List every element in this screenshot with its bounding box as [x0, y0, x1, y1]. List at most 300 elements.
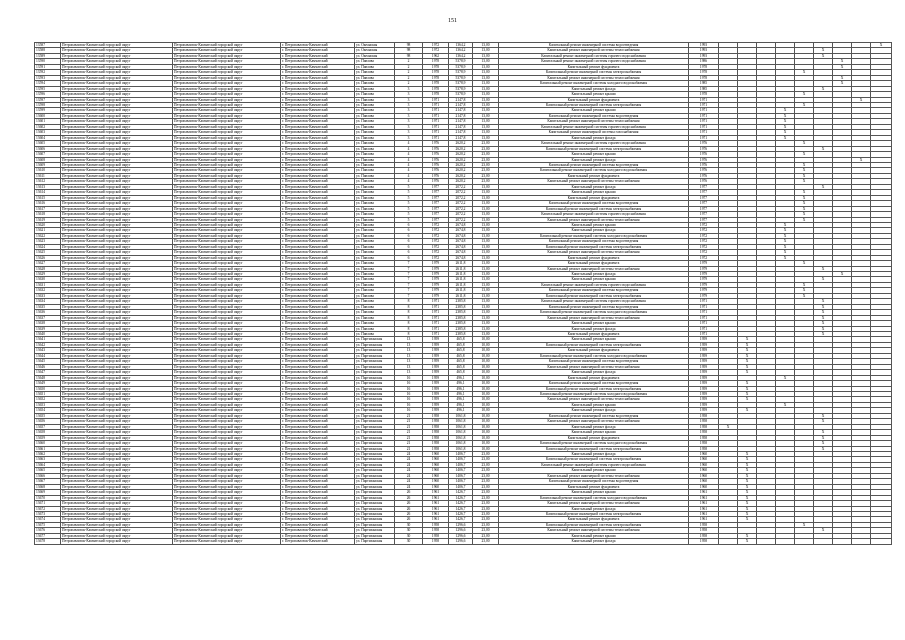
cell-year: 1959 [423, 337, 449, 342]
cell-city: г. Петропавловск-Камчатский [281, 304, 355, 309]
cell-work: Капитальный ремонт инженерной системы электроснабжения [499, 146, 689, 151]
cell-sett: Петропавловск-Камчатский городской округ [173, 511, 281, 516]
cell-mun: Петропавловск-Камчатский городской округ [61, 397, 173, 402]
cell-area: 1061,8 [449, 424, 473, 429]
cell-area: 1406,7 [449, 457, 473, 462]
cell-work: Капитальный ремонт фундамента [499, 332, 689, 337]
cell-pyear: 1971 [689, 119, 719, 124]
cell-city: г. Петропавловск-Камчатский [281, 250, 355, 255]
cell-pyear: 1959 [689, 392, 719, 397]
cell-city: г. Петропавловск-Камчатский [281, 146, 355, 151]
cell-year: 1972 [423, 250, 449, 255]
cell-ftype: 23,00 [473, 479, 499, 484]
cell-mun: Петропавловск-Камчатский городской округ [61, 206, 173, 211]
cell-id: 13651 [35, 392, 61, 397]
cell-city: г. Петропавловск-Камчатский [281, 408, 355, 413]
cell-mun: Петропавловск-Камчатский городской округ [61, 528, 173, 533]
cell-city: г. Петропавловск-Камчатский [281, 392, 355, 397]
cell-sett: Петропавловск-Камчатский городской округ [173, 342, 281, 347]
mark-cell: X [814, 321, 833, 326]
cell-work: Капитальный ремонт инженерной системы горячего водоснабжения [499, 282, 689, 287]
cell-house: 8 [395, 310, 423, 315]
cell-id: 13661 [35, 446, 61, 451]
cell-year: 1960 [423, 451, 449, 456]
cell-pyear: 1978 [689, 70, 719, 75]
cell-city: г. Петропавловск-Камчатский [281, 479, 355, 484]
cell-street: ул. Партизанская [355, 342, 395, 347]
cell-house: 2 [395, 81, 423, 86]
cell-work: Капитальный ремонт инженерной системы теплоснабжения [499, 397, 689, 402]
cell-id: 13654 [35, 408, 61, 413]
mark-cell: X [814, 310, 833, 315]
cell-pyear: 1971 [689, 135, 719, 140]
cell-pyear: 1977 [689, 190, 719, 195]
cell-ftype: 23,00 [473, 484, 499, 489]
cell-work: Капитальный ремонт инженерной системы электроснабжения [499, 70, 689, 75]
cell-pyear: 1961 [689, 490, 719, 495]
cell-city: г. Петропавловск-Камчатский [281, 288, 355, 293]
cell-year: 1972 [423, 233, 449, 238]
cell-area: 2385,8 [449, 332, 473, 337]
cell-pyear: 1971 [689, 310, 719, 315]
cell-id: 13665 [35, 468, 61, 473]
cell-id: 13606 [35, 146, 61, 151]
cell-ftype: 10,00 [473, 353, 499, 358]
cell-id: 13639 [35, 326, 61, 331]
cell-id: 13635 [35, 304, 61, 309]
cell-mun: Петропавловск-Камчатский городской округ [61, 321, 173, 326]
cell-city: г. Петропавловск-Камчатский [281, 266, 355, 271]
cell-year: 1972 [423, 255, 449, 260]
cell-area: 1406,7 [449, 484, 473, 489]
cell-sett: Петропавловск-Камчатский городской округ [173, 217, 281, 222]
cell-work: Капитальный ремонт инженерной системы водоотведения [499, 288, 689, 293]
cell-pyear: 1972 [689, 250, 719, 255]
mark-cell: X [738, 392, 757, 397]
cell-year: 1971 [423, 97, 449, 102]
cell-work: Капитальный ремонт инженерной системы холодного водоснабжения [499, 81, 689, 86]
mark-cell: X [795, 92, 814, 97]
cell-mun: Петропавловск-Камчатский городской округ [61, 190, 173, 195]
cell-street: ул. Павлова [355, 321, 395, 326]
cell-work: Капитальный ремонт инженерной системы теплоснабжения [499, 528, 689, 533]
cell-house: 2 [395, 70, 423, 75]
cell-area: 1406,7 [449, 468, 473, 473]
cell-work: Капитальный ремонт инженерной системы горячего водоснабжения [499, 53, 689, 58]
cell-city: г. Петропавловск-Камчатский [281, 217, 355, 222]
cell-id: 13674 [35, 517, 61, 522]
cell-mun: Петропавловск-Камчатский городской округ [61, 348, 173, 353]
cell-id: 13613 [35, 184, 61, 189]
cell-id: 13593 [35, 75, 61, 80]
cell-area: 2147,8 [449, 130, 473, 135]
cell-mun: Петропавловск-Камчатский городской округ [61, 228, 173, 233]
cell-id: 13633 [35, 293, 61, 298]
cell-year: 1962 [423, 53, 449, 58]
cell-id: 13659 [35, 435, 61, 440]
cell-area: 2072,2 [449, 190, 473, 195]
cell-ftype: 13,00 [473, 102, 499, 107]
cell-area: 465,8 [449, 364, 473, 369]
cell-pyear: 1971 [689, 315, 719, 320]
cell-work: Капитальный ремонт крыши [499, 92, 689, 97]
cell-house: 98 [395, 48, 423, 53]
cell-mun: Петропавловск-Камчатский городской округ [61, 293, 173, 298]
cell-pyear: 1958 [689, 441, 719, 446]
cell-pyear: 1979 [689, 272, 719, 277]
cell-pyear: 1960 [689, 451, 719, 456]
cell-area: 2620,2 [449, 141, 473, 146]
cell-area: 1406,7 [449, 462, 473, 467]
cell-id: 13632 [35, 288, 61, 293]
cell-mun: Петропавловск-Камчатский городской округ [61, 201, 173, 206]
cell-sett: Петропавловск-Камчатский городской округ [173, 48, 281, 53]
cell-pyear: 1971 [689, 97, 719, 102]
cell-id: 13611 [35, 173, 61, 178]
cell-work: Капитальный ремонт инженерной системы холодного водоснабжения [499, 353, 689, 358]
cell-house: 8 [395, 304, 423, 309]
cell-house: 98 [395, 43, 423, 48]
cell-city: г. Петропавловск-Камчатский [281, 157, 355, 162]
cell-ftype: 13,00 [473, 130, 499, 135]
cell-house: 26 [395, 511, 423, 516]
mark-cell: X [776, 108, 795, 113]
cell-house: 8 [395, 326, 423, 331]
cell-mun: Петропавловск-Камчатский городской округ [61, 288, 173, 293]
cell-house: 16 [395, 386, 423, 391]
cell-year: 1960 [423, 479, 449, 484]
cell-sett: Петропавловск-Камчатский городской округ [173, 201, 281, 206]
cell-id: 13641 [35, 337, 61, 342]
cell-house: 21 [395, 413, 423, 418]
cell-house: 30 [395, 528, 423, 533]
cell-id: 13588 [35, 48, 61, 53]
mark-cell: X [795, 102, 814, 107]
mark-cell: X [738, 511, 757, 516]
cell-city: г. Петропавловск-Камчатский [281, 152, 355, 157]
cell-year: 1971 [423, 130, 449, 135]
cell-year: 1972 [423, 43, 449, 48]
cell-sett: Петропавловск-Камчатский городской округ [173, 141, 281, 146]
cell-pyear: 1971 [689, 113, 719, 118]
cell-city: г. Петропавловск-Камчатский [281, 386, 355, 391]
cell-house: 3 [395, 130, 423, 135]
cell-mun: Петропавловск-Камчатский городской округ [61, 381, 173, 386]
cell-year: 1976 [423, 168, 449, 173]
cell-city: г. Петропавловск-Камчатский [281, 255, 355, 260]
cell-mun: Петропавловск-Камчатский городской округ [61, 522, 173, 527]
cell-street: ул. Партизанская [355, 446, 395, 451]
cell-pyear: 1985 [689, 86, 719, 91]
cell-house: 26 [395, 490, 423, 495]
cell-sett: Петропавловск-Камчатский городской округ [173, 539, 281, 544]
cell-house: 16 [395, 375, 423, 380]
cell-sett: Петропавловск-Камчатский городской округ [173, 435, 281, 440]
cell-year: 1959 [423, 370, 449, 375]
cell-work: Капитальный ремонт инженерной системы электроснабжения [499, 244, 689, 249]
cell-id: 13656 [35, 419, 61, 424]
mark-cell: X [795, 522, 814, 527]
cell-ftype: 13,00 [473, 113, 499, 118]
cell-house: 26 [395, 506, 423, 511]
cell-sett: Петропавловск-Камчатский городской округ [173, 266, 281, 271]
cell-work: Капитальный ремонт крыши [499, 321, 689, 326]
cell-mun: Петропавловск-Камчатский городской округ [61, 130, 173, 135]
cell-street: ул. Павлова [355, 299, 395, 304]
cell-year: 1961 [423, 501, 449, 506]
cell-area: 1364,2 [449, 43, 473, 48]
cell-year: 1958 [423, 413, 449, 418]
cell-city: г. Петропавловск-Камчатский [281, 446, 355, 451]
cell-street: ул. Океанская [355, 48, 395, 53]
cell-ftype: 10,00 [473, 430, 499, 435]
cell-ftype: 10,00 [473, 342, 499, 347]
cell-ftype: 13,00 [473, 299, 499, 304]
cell-area: 2147,8 [449, 119, 473, 124]
cell-year: 1971 [423, 124, 449, 129]
cell-sett: Петропавловск-Камчатский городской округ [173, 484, 281, 489]
cell-work: Капитальный ремонт инженерной системы холодного водоснабжения [499, 233, 689, 238]
mark-cell: X [776, 239, 795, 244]
mark-cell: X [776, 130, 795, 135]
cell-area: 496,1 [449, 375, 473, 380]
cell-year: 1959 [423, 397, 449, 402]
cell-street: ул. Павлова [355, 157, 395, 162]
cell-area: 465,8 [449, 342, 473, 347]
cell-ftype: 13,00 [473, 217, 499, 222]
cell-year: 1972 [423, 48, 449, 53]
cell-ftype: 13,00 [473, 315, 499, 320]
cell-street: ул. Павлова [355, 217, 395, 222]
cell-city: г. Петропавловск-Камчатский [281, 130, 355, 135]
cell-work: Капитальный ремонт инженерной системы водоотведения [499, 381, 689, 386]
cell-house: 3 [395, 108, 423, 113]
mark-cell: X [738, 451, 757, 456]
cell-city: г. Петропавловск-Камчатский [281, 413, 355, 418]
cell-mun: Петропавловск-Камчатский городской округ [61, 402, 173, 407]
cell-work: Капитальный ремонт фундамента [499, 348, 689, 353]
cell-year: 1961 [423, 490, 449, 495]
cell-area: 2385,8 [449, 304, 473, 309]
cell-pyear: 1977 [689, 201, 719, 206]
mark-cell: X [738, 353, 757, 358]
cell-pyear: 1958 [689, 435, 719, 440]
cell-pyear: 1960 [689, 462, 719, 467]
cell-year: 1976 [423, 146, 449, 151]
cell-year: 1959 [423, 386, 449, 391]
cell-pyear: 1959 [689, 348, 719, 353]
mark-cell: X [795, 217, 814, 222]
cell-mun: Петропавловск-Камчатский городской округ [61, 457, 173, 462]
cell-year: 1958 [423, 430, 449, 435]
cell-mun: Петропавловск-Камчатский городской округ [61, 53, 173, 58]
cell-street: ул. Павлова [355, 293, 395, 298]
cell-ftype: 13,00 [473, 119, 499, 124]
cell-sett: Петропавловск-Камчатский городской округ [173, 184, 281, 189]
cell-id: 13658 [35, 430, 61, 435]
cell-house: 4 [395, 152, 423, 157]
mark-cell: X [814, 277, 833, 282]
cell-year: 1979 [423, 266, 449, 271]
cell-id: 13670 [35, 495, 61, 500]
cell-city: г. Петропавловск-Камчатский [281, 457, 355, 462]
cell-street: ул. Партизанская [355, 462, 395, 467]
cell-area: 496,1 [449, 397, 473, 402]
cell-ftype: 13,00 [473, 81, 499, 86]
cell-id: 13647 [35, 370, 61, 375]
cell-street: ул. Партизанская [355, 451, 395, 456]
cell-id: 13642 [35, 342, 61, 347]
cell-pyear: 1971 [689, 108, 719, 113]
cell-city: г. Петропавловск-Камчатский [281, 364, 355, 369]
mark-cell: X [738, 408, 757, 413]
cell-ftype: 10,00 [473, 419, 499, 424]
cell-work: Капитальный ремонт инженерной системы электроснабжения [499, 511, 689, 516]
cell-mun: Петропавловск-Камчатский городской округ [61, 326, 173, 331]
mark-cell: X [814, 332, 833, 337]
cell-year: 1979 [423, 282, 449, 287]
cell-area: 2072,2 [449, 201, 473, 206]
cell-area: 2611,8 [449, 266, 473, 271]
cell-year: 1978 [423, 70, 449, 75]
cell-year: 1977 [423, 206, 449, 211]
cell-ftype: 13,00 [473, 244, 499, 249]
cell-ftype: 23,00 [473, 468, 499, 473]
cell-sett: Петропавловск-Камчатский городской округ [173, 490, 281, 495]
cell-house: 16 [395, 392, 423, 397]
cell-pyear: 1986 [689, 59, 719, 64]
cell-id: 13655 [35, 413, 61, 418]
cell-city: г. Петропавловск-Камчатский [281, 402, 355, 407]
cell-street: ул. Павлова [355, 272, 395, 277]
cell-city: г. Петропавловск-Камчатский [281, 451, 355, 456]
cell-ftype: 23,00 [473, 141, 499, 146]
cell-year: 1971 [423, 332, 449, 337]
mark-cell: X [833, 75, 852, 80]
cell-year: 1971 [423, 299, 449, 304]
cell-pyear: 1977 [689, 184, 719, 189]
cell-sett: Петропавловск-Камчатский городской округ [173, 473, 281, 478]
cell-street: ул. Павлова [355, 119, 395, 124]
cell-pyear: 1960 [689, 457, 719, 462]
cell-year: 1960 [423, 484, 449, 489]
cell-street: ул. Павлова [355, 184, 395, 189]
mark-cell: X [738, 468, 757, 473]
mark-cell: X [738, 517, 757, 522]
cell-work: Капитальный ремонт инженерной системы водоотведения [499, 239, 689, 244]
cell-city: г. Петропавловск-Камчатский [281, 484, 355, 489]
cell-house: 30 [395, 539, 423, 544]
cell-ftype: 23,00 [473, 533, 499, 538]
cell-ftype: 10,00 [473, 386, 499, 391]
mark-cell: X [814, 53, 833, 58]
cell-street: ул. Партизанская [355, 495, 395, 500]
cell-sett: Петропавловск-Камчатский городской округ [173, 152, 281, 157]
cell-house: 16 [395, 408, 423, 413]
cell-street: ул. Павлова [355, 326, 395, 331]
cell-city: г. Петропавловск-Камчатский [281, 81, 355, 86]
cell-street: ул. Партизанская [355, 522, 395, 527]
cell-year: 1959 [423, 359, 449, 364]
cell-pyear: 1959 [689, 402, 719, 407]
cell-area: 2620,2 [449, 146, 473, 151]
cell-area: 465,8 [449, 337, 473, 342]
cell-pyear: 1979 [689, 261, 719, 266]
mark-cell: X [814, 86, 833, 91]
cell-city: г. Петропавловск-Камчатский [281, 299, 355, 304]
cell-city: г. Петропавловск-Камчатский [281, 53, 355, 58]
cell-mun: Петропавловск-Камчатский городской округ [61, 337, 173, 342]
mark-cell: X [738, 337, 757, 342]
cell-mun: Петропавловск-Камчатский городской округ [61, 511, 173, 516]
cell-id: 13628 [35, 266, 61, 271]
cell-sett: Петропавловск-Камчатский городской округ [173, 250, 281, 255]
cell-year: 1960 [423, 473, 449, 478]
cell-pyear: 1976 [689, 162, 719, 167]
cell-id: 13587 [35, 43, 61, 48]
cell-pyear: 1979 [689, 282, 719, 287]
cell-work: Капитальный ремонт инженерной системы горячего водоснабжения [499, 124, 689, 129]
cell-work: Капитальный ремонт инженерной системы горячего водоснабжения [499, 212, 689, 217]
cell-mun: Петропавловск-Камчатский городской округ [61, 539, 173, 544]
cell-work: Капитальный ремонт инженерной системы теплоснабжения [499, 250, 689, 255]
cell-sett: Петропавловск-Камчатский городской округ [173, 315, 281, 320]
cell-year: 1958 [423, 539, 449, 544]
cell-city: г. Петропавловск-Камчатский [281, 124, 355, 129]
cell-mun: Петропавловск-Камчатский городской округ [61, 75, 173, 80]
cell-mun: Петропавловск-Камчатский городской округ [61, 59, 173, 64]
cell-pyear: 1978 [689, 92, 719, 97]
cell-work: Капитальный ремонт фасада [499, 228, 689, 233]
cell-work: Капитальный ремонт инженерной системы электроснабжения [499, 102, 689, 107]
cell-city: г. Петропавловск-Камчатский [281, 353, 355, 358]
cell-area: 1426,7 [449, 490, 473, 495]
cell-house: 7 [395, 266, 423, 271]
cell-year: 1971 [423, 108, 449, 113]
cell-street: ул. Павлова [355, 135, 395, 140]
cell-sett: Петропавловск-Камчатский городской округ [173, 419, 281, 424]
cell-mun: Петропавловск-Камчатский городской округ [61, 152, 173, 157]
cell-street: ул. Партизанская [355, 441, 395, 446]
cell-ftype: 13,00 [473, 64, 499, 69]
cell-work: Капитальный ремонт крыши [499, 277, 689, 282]
cell-mun: Петропавловск-Камчатский городской округ [61, 113, 173, 118]
cell-ftype: 23,00 [473, 511, 499, 516]
cell-work: Капитальный ремонт инженерной системы холодного водоснабжения [499, 310, 689, 315]
mark-cell: X [795, 179, 814, 184]
cell-id: 13638 [35, 321, 61, 326]
mark-cell: X [776, 124, 795, 129]
cell-id: 13592 [35, 70, 61, 75]
cell-work: Капитальный ремонт инженерной системы теплоснабжения [499, 501, 689, 506]
mark-cell: X [795, 168, 814, 173]
cell-area: 2620,2 [449, 168, 473, 173]
cell-work: Капитальный ремонт инженерной системы горячего водоснабжения [499, 141, 689, 146]
cell-area: 2674,8 [449, 228, 473, 233]
cell-id: 13608 [35, 157, 61, 162]
cell-area: 5378,9 [449, 86, 473, 91]
cell-city: г. Петропавловск-Камчатский [281, 315, 355, 320]
cell-street: ул. Партизанская [355, 533, 395, 538]
cell-ftype: 13,00 [473, 266, 499, 271]
cell-mun: Петропавловск-Камчатский городской округ [61, 70, 173, 75]
cell-ftype: 23,00 [473, 179, 499, 184]
cell-ftype: 13,00 [473, 321, 499, 326]
cell-work: Капитальный ремонт инженерной системы водоотведения [499, 162, 689, 167]
cell-pyear: 1961 [689, 511, 719, 516]
cell-area: 2620,2 [449, 179, 473, 184]
cell-work: Капитальный ремонт фасада [499, 326, 689, 331]
